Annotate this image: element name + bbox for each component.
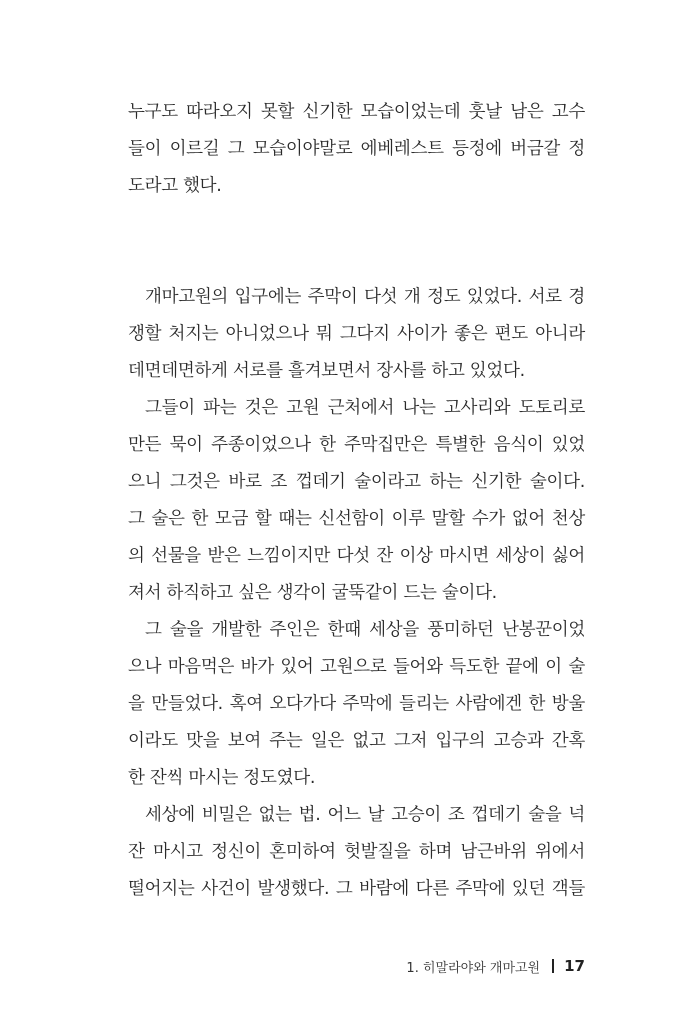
text-line: 그 술을 개발한 주인은 한때 세상을 풍미하던 난봉꾼이었 [145,620,585,640]
text-line: 만든 묵이 주종이었으나 한 주막집만은 특별한 음식이 있었 [128,435,585,455]
text-line: 도라고 했다. [128,176,222,196]
chapter-title: 1. 히말라야와 개마고원 [406,960,541,976]
paragraph-4 [128,612,585,797]
text-line: 으니 그것은 바로 조 껍데기 술이라고 하는 신기한 술이다. [128,472,585,492]
text-line: 그 술은 한 모금 할 때는 신선함이 이루 말할 수가 없어 천상 [128,509,585,529]
text-line: 쟁할 처지는 아니었으나 뭐 그다지 사이가 좋은 편도 아니라 [128,324,585,344]
text-line: 떨어지는 사건이 발생했다. 그 바람에 다른 주막에 있던 객들 [128,879,585,899]
paragraph-3 [128,390,585,612]
text-line: 잔 마시고 정신이 혼미하여 헛발질을 하며 남근바위 위에서 [128,842,585,862]
text-line: 의 선물을 받은 느낌이지만 다섯 잔 이상 마시면 세상이 싫어 [128,546,585,566]
page-number: 17 [564,957,585,975]
text-line: 으나 마음먹은 바가 있어 고원으로 들어와 득도한 끝에 이 술 [128,657,585,677]
paragraph-5 [128,797,585,908]
text-line: 져서 하직하고 싶은 생각이 굴뚝같이 드는 술이다. [128,583,497,603]
text-line: 을 만들었다. 혹여 오다가다 주막에 들리는 사람에겐 한 방울 [128,694,585,714]
text-line: 개마고원의 입구에는 주막이 다섯 개 정도 있었다. 서로 경 [145,287,585,307]
paragraph-1 [128,94,585,205]
text-line: 들이 이르길 그 모습이야말로 에베레스트 등정에 버금갈 정 [128,139,585,159]
page-footer [406,955,585,977]
footer-divider [552,959,554,973]
text-line: 세상에 비밀은 없는 법. 어느 날 고승이 조 껍데기 술을 넉 [145,805,585,825]
text-line: 한 잔씩 마시는 정도였다. [128,768,316,788]
text-line: 이라도 맛을 보여 주는 일은 없고 그저 입구의 고승과 간혹 [128,731,585,751]
paragraph-2 [128,279,585,390]
text-line: 그들이 파는 것은 고원 근처에서 나는 고사리와 도토리로 [145,398,585,418]
text-line: 누구도 따라오지 못할 신기한 모습이었는데 훗날 남은 고수 [128,102,585,122]
text-line: 데면데면하게 서로를 흘겨보면서 장사를 하고 있었다. [128,361,525,381]
